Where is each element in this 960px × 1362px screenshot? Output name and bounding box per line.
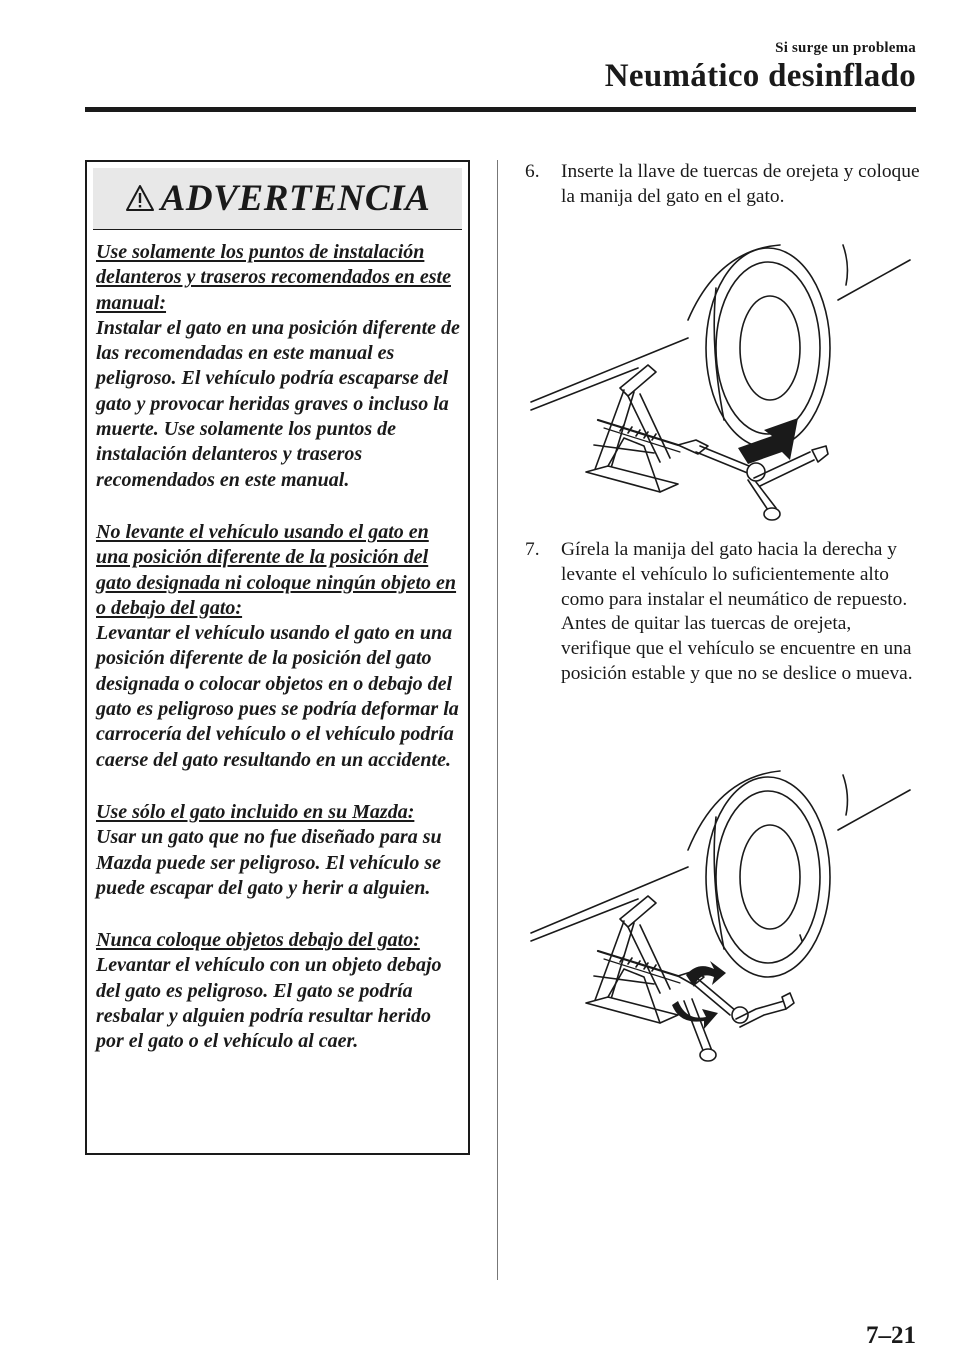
warning-block <box>96 520 462 773</box>
step-text: Inserte la llave de tuercas de orejeta y coloque la manija del gato en el gato. <box>561 161 920 207</box>
warning-text: Instalar el gato en una posición diferente de las recomendadas en este manual es peligroso. El vehículo podría escaparse del gato y provocar heridas graves o incluso la muerte. Use solamente los puntos de instalación delanteros y traseros recomendados en este manual. <box>96 316 460 491</box>
warning-box <box>85 160 470 1155</box>
warning-triangle-icon <box>125 184 155 212</box>
warning-block <box>96 800 462 901</box>
step-text: Gírela la manija del gato hacia la derecha y levante el vehículo lo suficientemente alto como para instalar el neumático de repuesto. Antes de quitar las tuercas de orejeta, verifique que el vehículo se encuentre en una posición estable y que no se deslice o mueva. <box>561 539 913 684</box>
warning-text: Levantar el vehículo con un objeto debajo del gato es peligroso. El gato se podría resbalar y alguien podría resultar herido por el gato o el vehículo al caer. <box>96 954 442 1053</box>
chapter-title: Neumático desinflado <box>604 58 916 94</box>
step-item <box>525 538 920 687</box>
step-item <box>525 160 920 210</box>
warning-text: Levantar el vehículo usando el gato en una posición diferente de la posición del gato designada o colocar objetos en o debajo del gato es peligroso pues se podría deformar la carrocería del vehículo o el vehículo podría caerse del gato resultando en un accidente. <box>96 622 459 771</box>
section-label: Si surge un problema <box>775 40 916 56</box>
column-divider <box>497 160 498 1280</box>
warning-heading: Use sólo el gato incluido en su Mazda: <box>96 800 415 823</box>
warning-header <box>93 168 462 230</box>
warning-title: ADVERTENCIA <box>160 178 431 219</box>
step-number: 6. <box>525 161 540 182</box>
warning-block <box>96 928 462 1054</box>
step-number: 7. <box>525 539 540 560</box>
header-rule <box>85 107 916 112</box>
jack-handle-turn-illustration <box>528 765 918 1065</box>
page-number: 7–21 <box>866 1322 916 1349</box>
warning-text: Usar un gato que no fue diseñado para su Mazda puede ser peligroso. El vehículo se puede escapar del gato y herir a alguien. <box>96 826 442 899</box>
warning-block <box>96 240 462 493</box>
warning-heading: Use solamente los puntos de instalación delanteros y traseros recomendados en este manual: <box>96 241 451 314</box>
warning-heading: Nunca coloque objetos debajo del gato: <box>96 929 420 952</box>
warning-heading: No levante el vehículo usando el gato en una posición diferente de la posición del gato designada ni coloque ningún objeto en o debajo del gato: <box>96 520 457 619</box>
jack-handle-insert-illustration <box>528 240 918 530</box>
warning-body <box>87 230 468 1055</box>
